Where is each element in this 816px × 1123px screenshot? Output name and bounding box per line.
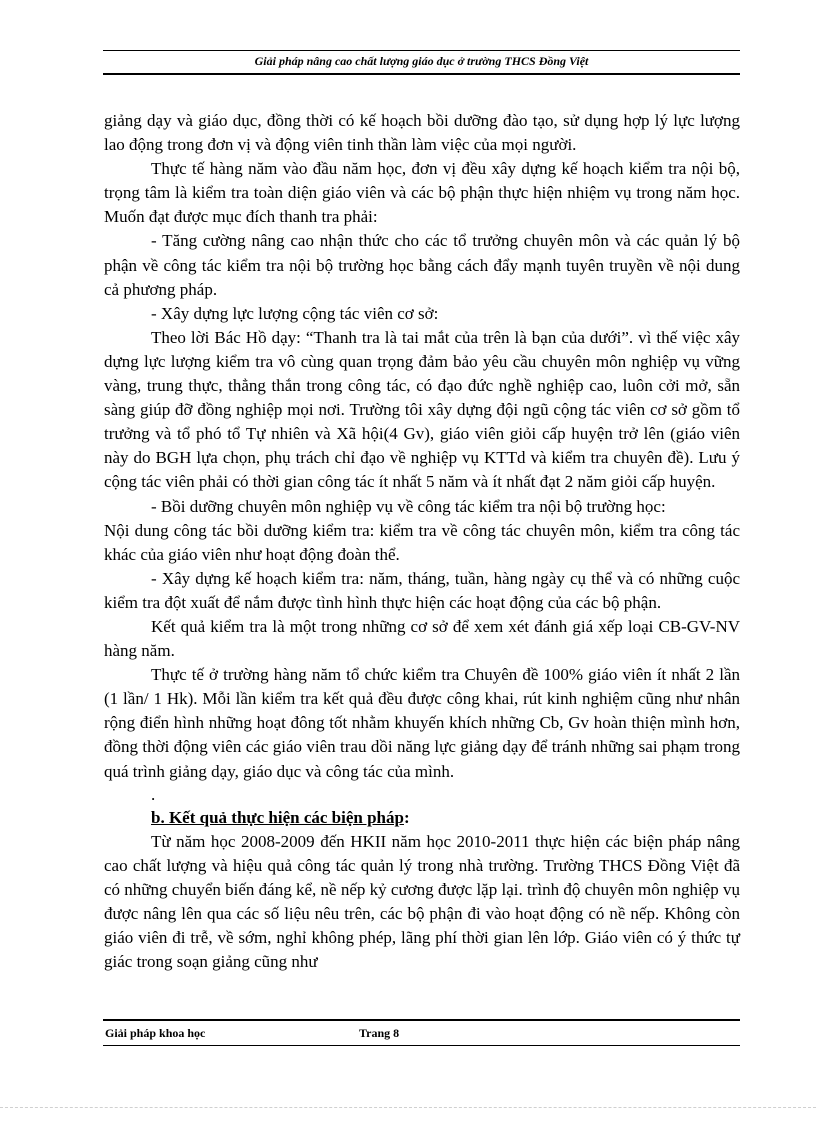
paragraph: - Xây dựng lực lượng cộng tác viên cơ sở:	[151, 303, 439, 323]
page-number: Trang 8	[359, 1026, 400, 1040]
footer-rule-bottom	[103, 1045, 740, 1046]
paragraph: Từ năm học 2008-2009 đến HKII năm học 2010-2011 thực hiện các biện pháp nâng cao chất lượng và hiệu quả công tác quản lý trong nhà trường. Trường THCS Đồng Việt đã có những chuyển biến đáng kể, nề nếp kỷ cương được lặp lại. trình độ chuyên môn nghiệp vụ được nâng lên qua các số liệu nêu trên, các bộ phận đi vào hoạt động có nề nếp. Không còn giáo viên đi trễ, về sớm, nghỉ không phép, lãng phí thời gian lên lớp. Giáo viên có ý thức tự giác trong soạn giảng cũng như	[104, 831, 740, 972]
footer-rule-top	[103, 1019, 740, 1021]
stray-dot: .	[151, 784, 156, 804]
header-rule-top	[103, 50, 740, 51]
paragraph: Nội dung công tác bồi dưỡng kiểm tra: kiểm tra về công tác chuyên môn, kiểm tra công tác khác của giáo viên như hoạt động đoàn thể.	[104, 520, 740, 564]
page-edge-divider	[0, 1107, 816, 1108]
section-heading	[104, 806, 740, 830]
paragraph: giảng dạy và giáo dục, đồng thời có kế hoạch bồi dưỡng đào tạo, sử dụng hợp lý lực lượng lao động trong đơn vị và động viên tinh thần làm việc của mọi người.	[104, 111, 740, 155]
running-header-title: Giải pháp nâng cao chất lượng giáo dục ở trường THCS Đồng Việt	[254, 54, 589, 68]
paragraph: - Tăng cường nâng cao nhận thức cho các tổ trưởng chuyên môn và các quản lý bộ phận về công tác kiểm tra nội bộ trường học bằng cách đẩy mạnh tuyên truyền về nội dung cả phương pháp.	[104, 231, 740, 299]
section-heading-label: b. Kết quả thực hiện các biện pháp	[151, 807, 404, 827]
header-rule-bottom	[103, 73, 740, 75]
footer-left-text: Giải pháp khoa học	[105, 1026, 206, 1040]
page-body	[104, 109, 740, 974]
paragraph: Thực tế hàng năm vào đầu năm học, đơn vị đều xây dựng kế hoạch kiểm tra nội bộ, trọng tâm là kiểm tra toàn diện giáo viên và các bộ phận thực hiện nhiệm vụ trong năm học. Muốn đạt được mục đích thanh tra phải:	[104, 159, 740, 227]
paragraph: Kết quả kiểm tra là một trong những cơ sở để xem xét đánh giá xếp loại CB-GV-NV hàng năm.	[104, 616, 740, 661]
section-heading-colon: :	[403, 807, 410, 827]
paragraph: - Bồi dưỡng chuyên môn nghiệp vụ về công tác kiểm tra nội bộ trường học:	[151, 496, 666, 516]
paragraph: Thực tế ở trường hàng năm tổ chức kiểm tra Chuyên đề 100% giáo viên ít nhất 2 lần (1 lần/ 1 Hk). Mỗi lần kiểm tra kết quả đều được công khai, rút kinh nghiệm cũng như nhân rộng điển hình những hoạt đông tốt nhằm khuyến khích những Cb, Gv hoàn thiện mình hơn, đồng thời động viên các giáo viên trau dồi năng lực giảng dạy để tránh những sai phạm trong quá trình giảng dạy, giáo dục và công tác của mình.	[104, 665, 740, 781]
paragraph: - Xây dựng kế hoạch kiểm tra: năm, tháng, tuần, hàng ngày cụ thể và có những cuộc kiểm tra đột xuất để nắm được tình hình thực hiện các hoạt động của các bộ phận.	[104, 568, 740, 612]
paragraph: Theo lời Bác Hồ dạy: “Thanh tra là tai mắt của trên là bạn của dưới”. vì thế việc xây dựng lực lượng kiểm tra vô cùng quan trọng đảm bảo yêu cầu chuyên môn nghiệp vụ vững vàng, trung thực, thẳng thắn trong công tác, có đạo đức nghề nghiệp cao, luôn cởi mở, sẵn sàng giúp đỡ đồng nghiệp mọi nơi. Trường tôi xây dựng đội ngũ cộng tác viên cơ sở gồm tổ trưởng và tổ phó tổ Tự nhiên và Xã hội(4 Gv), giáo viên giỏi cấp huyện trở lên (giáo viên này do BGH lựa chọn, phụ trách chỉ đạo về nghiệp vụ KTTd và kiểm tra chuyên đề). Lưu ý cộng tác viên phải có thời gian công tác ít nhất 5 năm và ít nhất đạt 2 năm giỏi cấp huyện.	[104, 327, 740, 492]
